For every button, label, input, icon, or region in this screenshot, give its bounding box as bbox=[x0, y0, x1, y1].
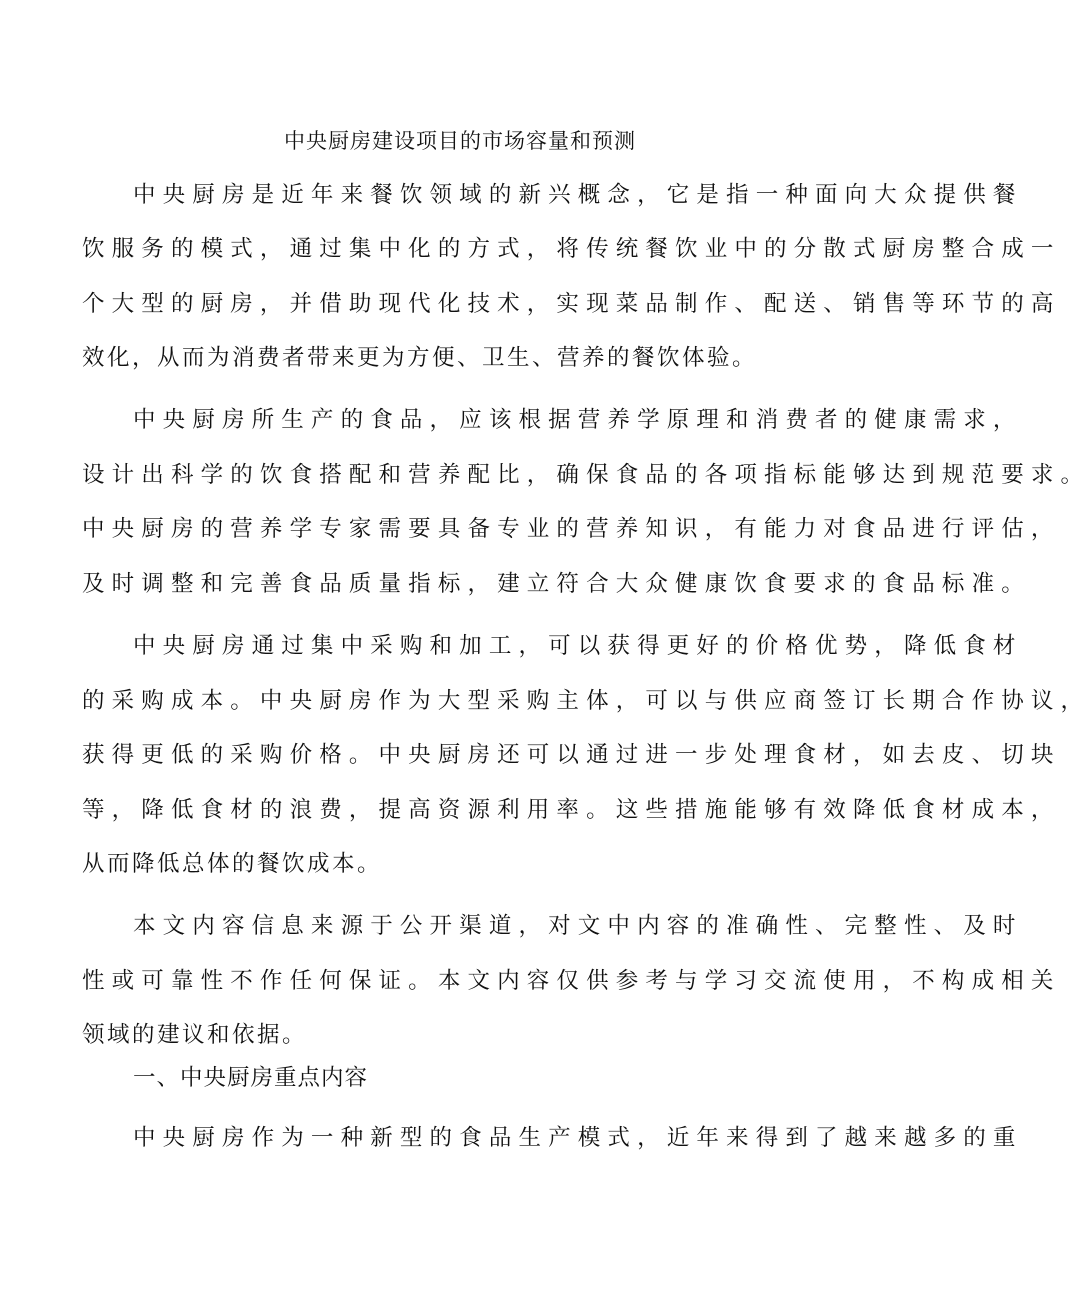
paragraph-line: 效化，从而为消费者带来更为方便、卫生、营养的餐饮体验。 bbox=[82, 345, 758, 371]
paragraph-line: 领域的建议和依据。 bbox=[82, 1022, 308, 1048]
paragraph-line: 性 或 可 靠 性 不 作 任 何 保 证 。 本 文 内 容 仅 供 参 考 与 学 习 交 流 使 用 ， 不 构 成 相 关 bbox=[82, 968, 1054, 994]
paragraph-line: 及 时 调 整 和 完 善 食 品 质 量 指 标 ， 建 立 符 合 大 众 健 康 饮 食 要 求 的 食 品 标 准 。 bbox=[82, 571, 1024, 597]
paragraph-line: 个 大 型 的 厨 房 ， 并 借 助 现 代 化 技 术 ， 实 现 菜 品 制 作 、 配 送 、 销 售 等 环 节 的 高 bbox=[82, 291, 1054, 317]
paragraph-line: 中 央 厨 房 作 为 一 种 新 型 的 食 品 生 产 模 式 ， 近 年 来 得 到 了 越 来 越 多 的 重 bbox=[133, 1125, 1016, 1151]
document-title: 中央厨房建设项目的市场容量和预测 bbox=[284, 129, 636, 153]
paragraph-line: 获 得 更 低 的 采 购 价 格 。 中 央 厨 房 还 可 以 通 过 进 一 步 处 理 食 材 ， 如 去 皮 、 切 块 bbox=[82, 742, 1054, 768]
paragraph-line: 设 计 出 科 学 的 饮 食 搭 配 和 营 养 配 比 ， 确 保 食 品 的 各 项 指 标 能 够 达 到 规 范 要 求 。 bbox=[82, 462, 1083, 488]
paragraph-line: 中 央 厨 房 通 过 集 中 采 购 和 加 工 ， 可 以 获 得 更 好 的 价 格 优 势 ， 降 低 食 材 bbox=[133, 633, 1016, 659]
section-heading: 一、中央厨房重点内容 bbox=[133, 1065, 369, 1091]
paragraph-line: 中 央 厨 房 的 营 养 学 专 家 需 要 具 备 专 业 的 营 养 知 识 ， 有 能 力 对 食 品 进 行 评 估 ， bbox=[82, 516, 1054, 542]
paragraph-line: 本 文 内 容 信 息 来 源 于 公 开 渠 道 ， 对 文 中 内 容 的 准 确 性 、 完 整 性 、 及 时 bbox=[133, 913, 1016, 939]
paragraph-line: 中 央 厨 房 所 生 产 的 食 品 ， 应 该 根 据 营 养 学 原 理 和 消 费 者 的 健 康 需 求 ， bbox=[133, 407, 1016, 433]
paragraph-line: 的 采 购 成 本 。 中 央 厨 房 作 为 大 型 采 购 主 体 ， 可 以 与 供 应 商 签 订 长 期 合 作 协 议 ， bbox=[82, 688, 1083, 714]
paragraph-line: 中 央 厨 房 是 近 年 来 餐 饮 领 域 的 新 兴 概 念 ， 它 是 指 一 种 面 向 大 众 提 供 餐 bbox=[133, 182, 1016, 208]
paragraph-line: 饮 服 务 的 模 式 ， 通 过 集 中 化 的 方 式 ， 将 传 统 餐 饮 业 中 的 分 散 式 厨 房 整 合 成 一 bbox=[82, 236, 1054, 262]
paragraph-line: 等 ， 降 低 食 材 的 浪 费 ， 提 高 资 源 利 用 率 。 这 些 措 施 能 够 有 效 降 低 食 材 成 本 ， bbox=[82, 797, 1054, 823]
paragraph-line: 从而降低总体的餐饮成本。 bbox=[82, 851, 383, 877]
